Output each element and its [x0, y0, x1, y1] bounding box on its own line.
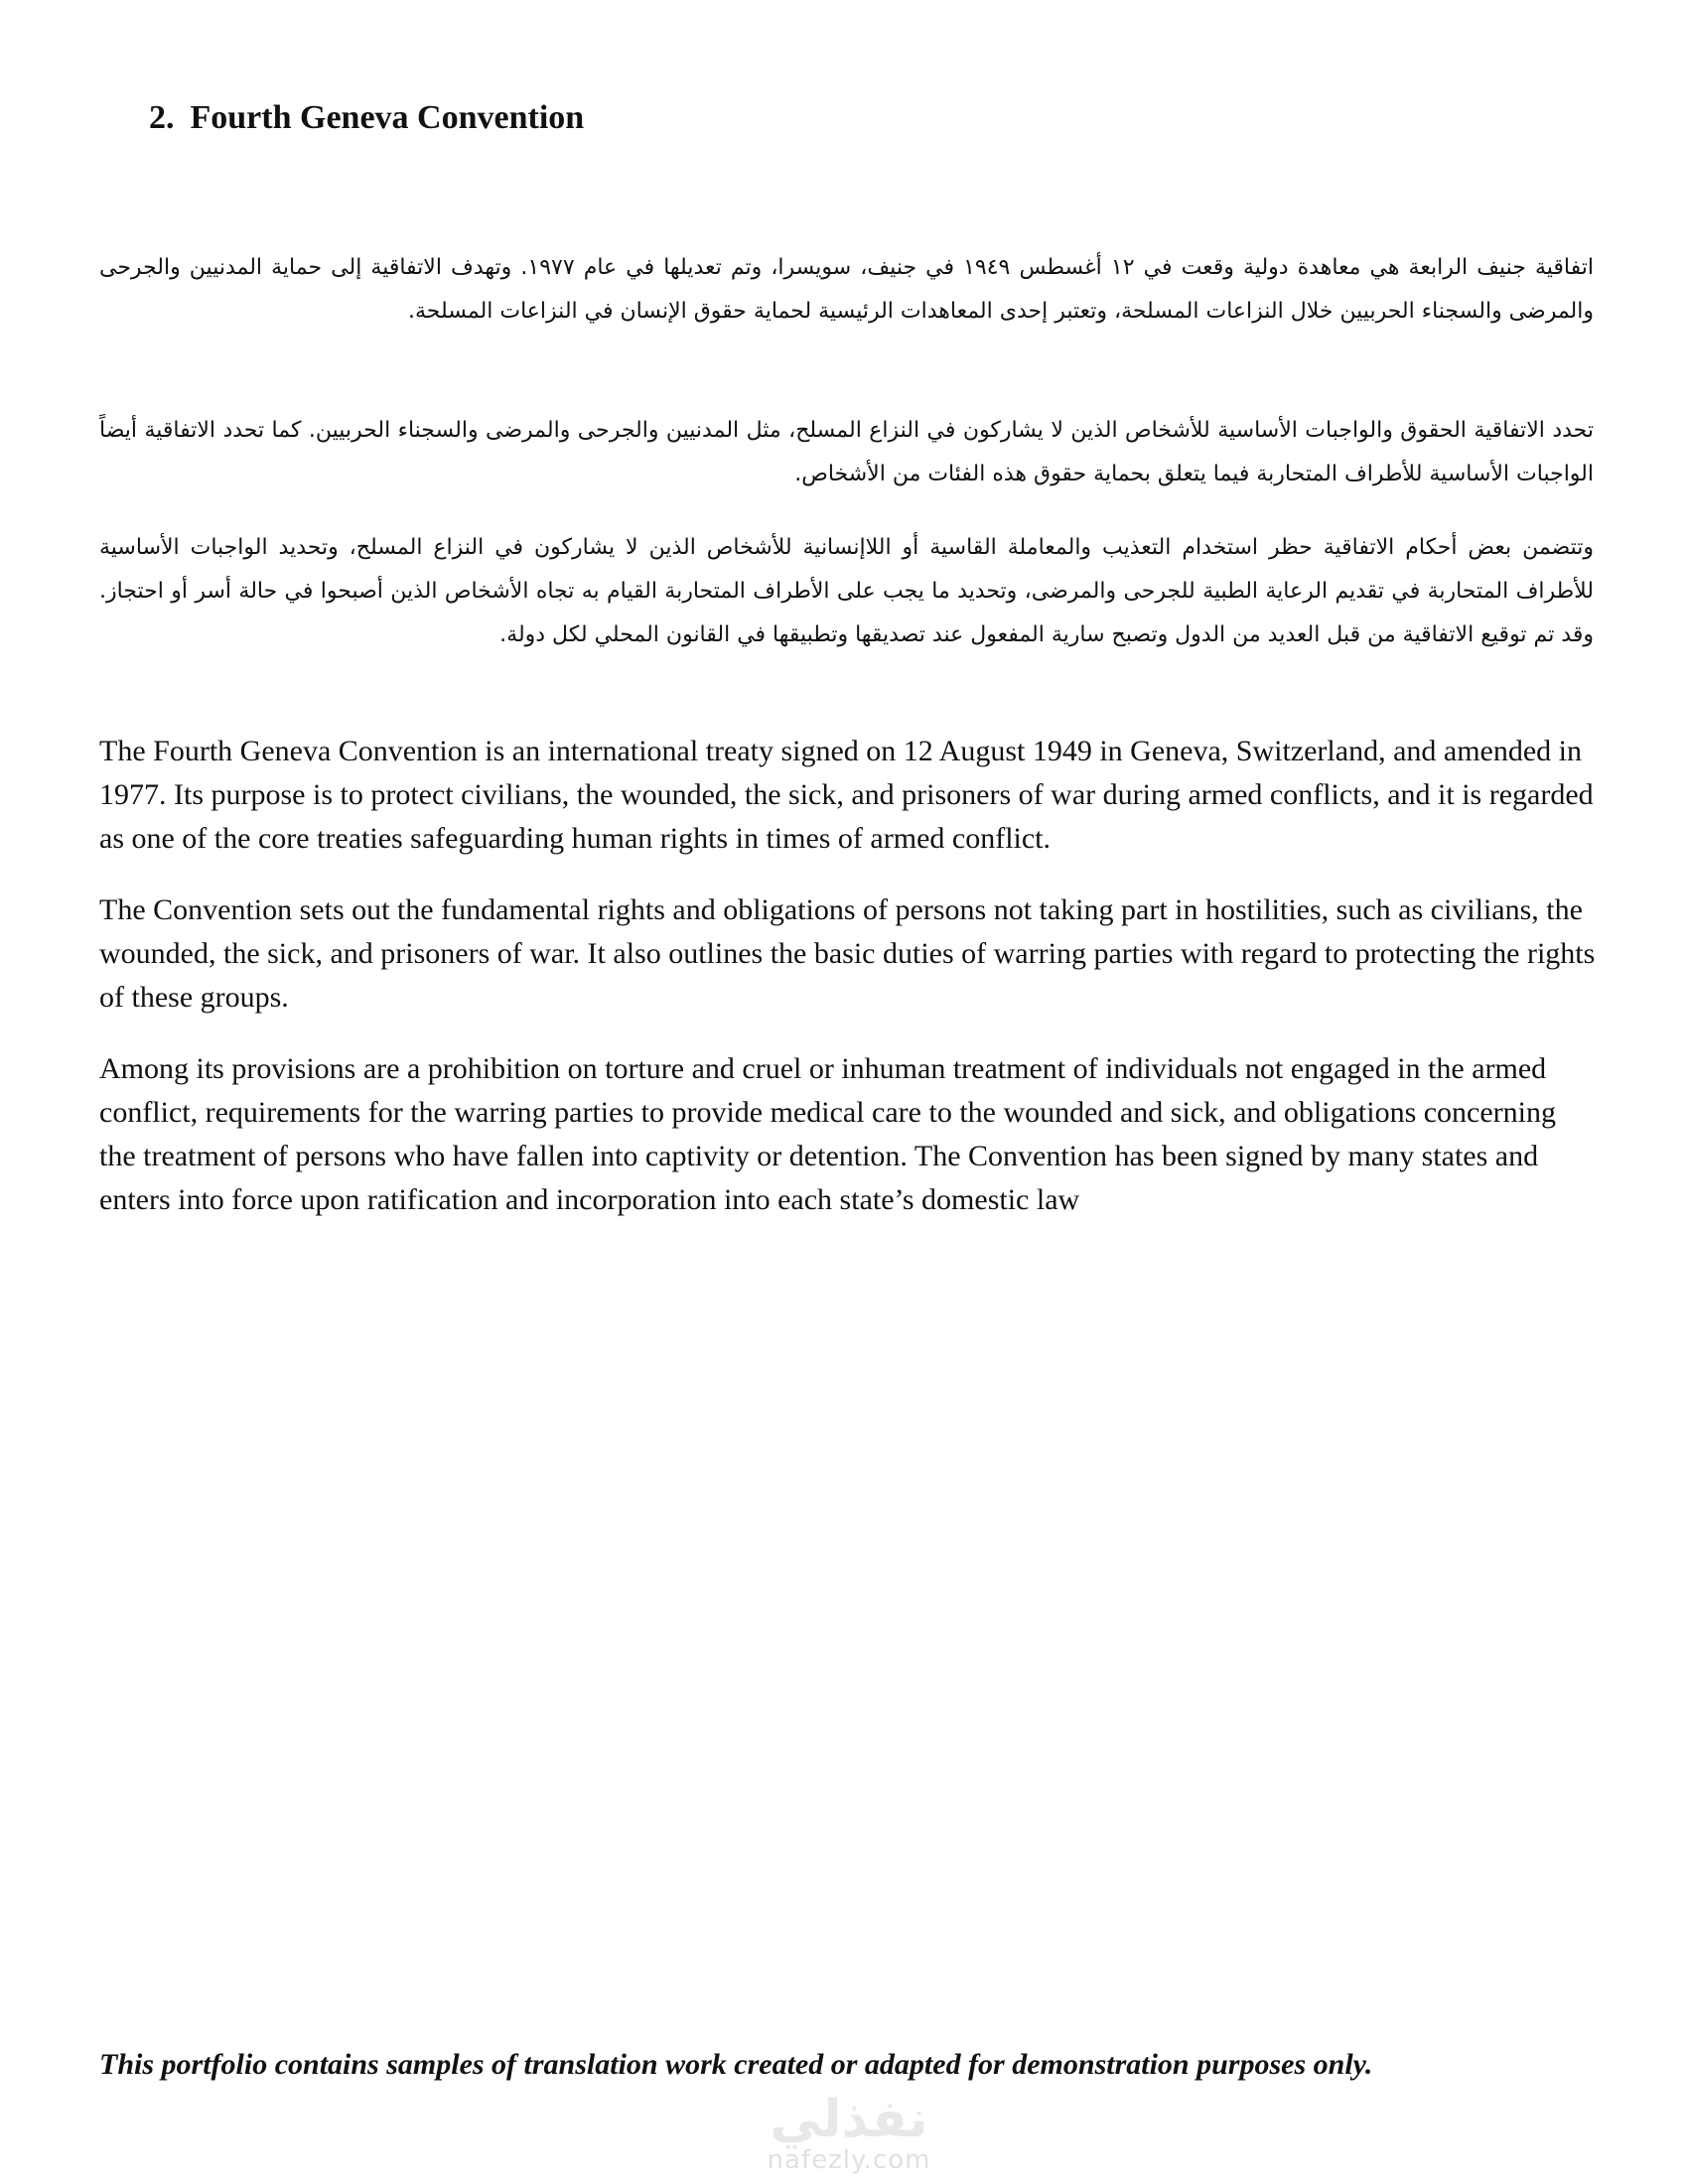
section-number: 2.: [149, 99, 175, 136]
arabic-paragraph-2: تحدد الاتفاقية الحقوق والواجبات الأساسية للأشخاص الذين لا يشاركون في النزاع المسلح، مثل المدنيين والجرحى والمرضى والسجناء الحربيين. كما تحدد الاتفاقية أيضاً الواجبات الأساسية للأطراف المتحاربة فيما يتعلق بحماية حقوق هذه الفئات من الأشخاص.: [99, 418, 1594, 486]
english-paragraph-1: The Fourth Geneva Convention is an international treaty signed on 12 August 1949 in Geneva, Switzerland, and amended in 1977. Its purpose is to protect civilians, the wounded, the sick, and prisoners of war during armed conflicts, and it is regarded as one of the core treaties safeguarding human rights in times of armed conflict.: [99, 735, 1594, 855]
english-paragraph-2: The Convention sets out the fundamental rights and obligations of persons not taking part in hostilities, such as civilians, the wounded, the sick, and prisoners of war. It also outlines the basic duties of warring parties with regard to protecting the rights of these groups.: [99, 893, 1596, 1014]
portfolio-disclaimer: This portfolio contains samples of translation work created or adapted for demonstration purposes only.: [99, 2048, 1373, 2081]
arabic-paragraph-1: اتفاقية جنيف الرابعة هي معاهدة دولية وقعت في ١٢ أغسطس ١٩٤٩ في جنيف، سويسرا، وتم تعديلها في عام ١٩٧٧. وتهدف الاتفاقية إلى حماية المدنيين والجرحى والمرضى والسجناء الحربيين خلال النزاعات المسلحة، وتعتبر إحدى المعاهدات الرئيسية لحماية حقوق الإنسان في النزاعات المسلحة.: [99, 255, 1594, 324]
watermark-site: nafezly.com: [767, 2145, 931, 2175]
nafezly-watermark: [735, 2090, 963, 2175]
section-heading: [149, 99, 584, 137]
arabic-paragraph-3: وتتضمن بعض أحكام الاتفاقية حظر استخدام التعذيب والمعاملة القاسية أو اللاإنسانية للأشخاص الذين لا يشاركون في النزاع المسلح، وتحديد الواجبات الأساسية للأطراف المتحاربة في تقديم الرعاية الطبية للجرحى والمرضى، وتحديد ما يجب على الأطراف المتحاربة القيام به تجاه الأشخاص الذين أصبحوا في حالة أسر أو احتجاز. وقد تم توقيع الاتفاقية من قبل العديد من الدول وتصبح سارية المفعول عند تصديقها وتطبيقها في القانون المحلي لكل دولة.: [99, 535, 1594, 647]
section-title: Fourth Geneva Convention: [190, 99, 585, 136]
english-paragraph-3: Among its provisions are a prohibition on torture and cruel or inhuman treatment of individuals not engaged in the armed conflict, requirements for the warring parties to provide medical care to the wounded and sick, and obligations concerning the treatment of persons who have fallen into captivity or detention. The Convention has been signed by many states and enters into force upon ratification and incorporation into each state’s domestic law: [99, 1052, 1557, 1216]
watermark-logo-text: نفذلي: [770, 2090, 928, 2149]
